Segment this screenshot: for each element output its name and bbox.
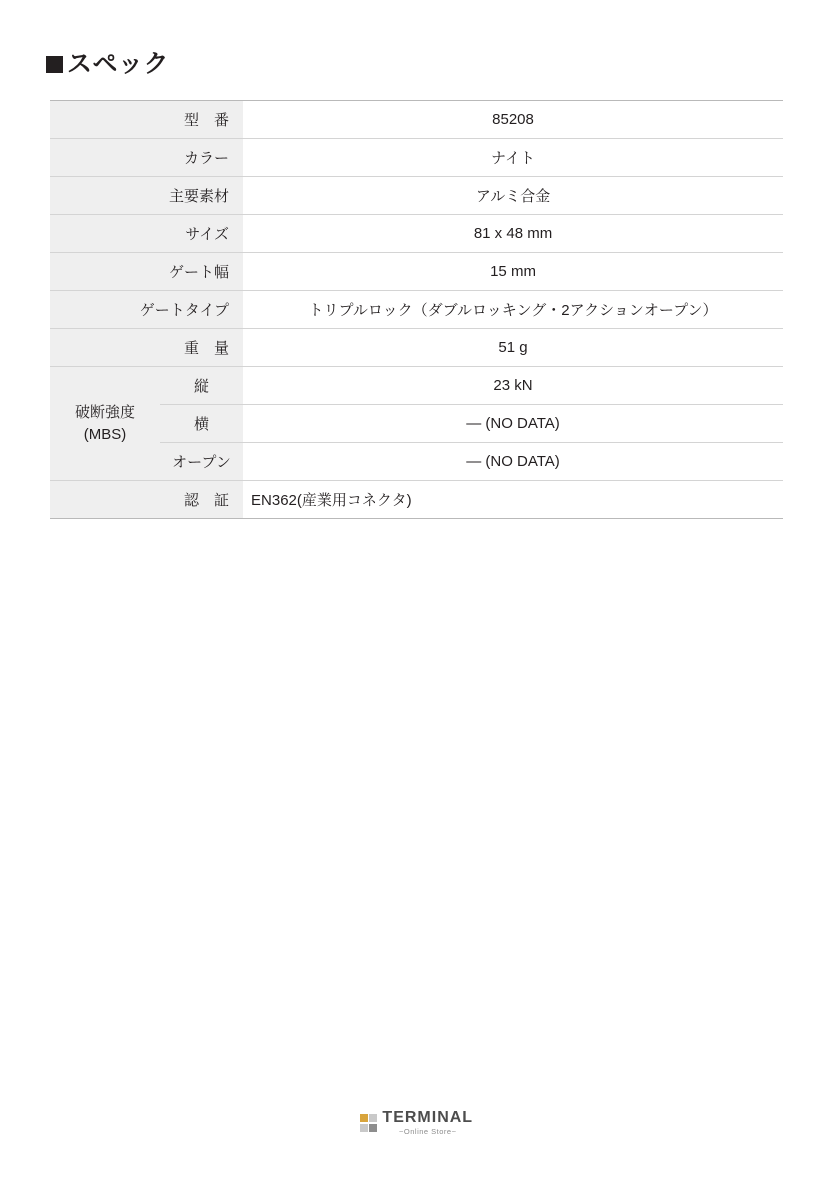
mbs-group-label bbox=[50, 367, 160, 481]
logo-main-text: TERMINAL bbox=[382, 1109, 474, 1126]
table-row bbox=[50, 253, 783, 291]
mbs-item-label: 縦 bbox=[160, 367, 243, 405]
square-bullet-icon bbox=[46, 56, 63, 73]
row-label: ゲートタイプ bbox=[50, 291, 243, 329]
row-value: 85208 bbox=[243, 101, 783, 139]
row-label: ゲート幅 bbox=[50, 253, 243, 291]
table-row bbox=[50, 329, 783, 367]
row-value: 51 g bbox=[243, 329, 783, 367]
mbs-item-label: オープン bbox=[160, 443, 243, 481]
row-value: アルミ合金 bbox=[243, 177, 783, 215]
row-label: カラー bbox=[50, 139, 243, 177]
mbs-item-value: ― (NO DATA) bbox=[243, 405, 783, 443]
mbs-item-value: 23 kN bbox=[243, 367, 783, 405]
mbs-item-value: ― (NO DATA) bbox=[243, 443, 783, 481]
logo-square-2 bbox=[369, 1114, 377, 1122]
row-value: ナイト bbox=[243, 139, 783, 177]
mbs-item-label: 横 bbox=[160, 405, 243, 443]
terminal-logo bbox=[360, 1110, 473, 1136]
mbs-group-label-line1: 破断強度 bbox=[74, 403, 135, 421]
logo-text bbox=[382, 1110, 473, 1136]
row-label: 主要素材 bbox=[50, 177, 243, 215]
page-title-text: スペック bbox=[67, 50, 170, 78]
table-row-mbs-vertical bbox=[50, 367, 783, 405]
row-label: 認 証 bbox=[50, 481, 243, 519]
row-value: EN362(産業用コネクタ) bbox=[243, 481, 783, 519]
row-value: 81 x 48 mm bbox=[243, 215, 783, 253]
page-title bbox=[46, 52, 169, 77]
logo-square-4 bbox=[369, 1124, 377, 1132]
table-row-mbs-horizontal bbox=[50, 405, 783, 443]
table-row bbox=[50, 215, 783, 253]
row-label: サイズ bbox=[50, 215, 243, 253]
table-row-certification bbox=[50, 481, 783, 519]
table-row bbox=[50, 177, 783, 215]
table-row bbox=[50, 139, 783, 177]
spec-table bbox=[50, 100, 783, 519]
logo-square-3 bbox=[360, 1124, 368, 1132]
table-row bbox=[50, 101, 783, 139]
row-value: トリプルロック（ダブルロッキング・2アクションオープン） bbox=[243, 291, 783, 329]
row-label: 重 量 bbox=[50, 329, 243, 367]
footer bbox=[0, 1110, 833, 1136]
row-label: 型 番 bbox=[50, 101, 243, 139]
mbs-group-label-line2: (MBS) bbox=[83, 425, 127, 443]
logo-sub-text: ~Online Store~ bbox=[399, 1127, 457, 1136]
table-row bbox=[50, 291, 783, 329]
table-row-mbs-open bbox=[50, 443, 783, 481]
row-value: 15 mm bbox=[243, 253, 783, 291]
logo-square-1 bbox=[360, 1114, 368, 1122]
logo-squares-icon bbox=[360, 1114, 378, 1132]
